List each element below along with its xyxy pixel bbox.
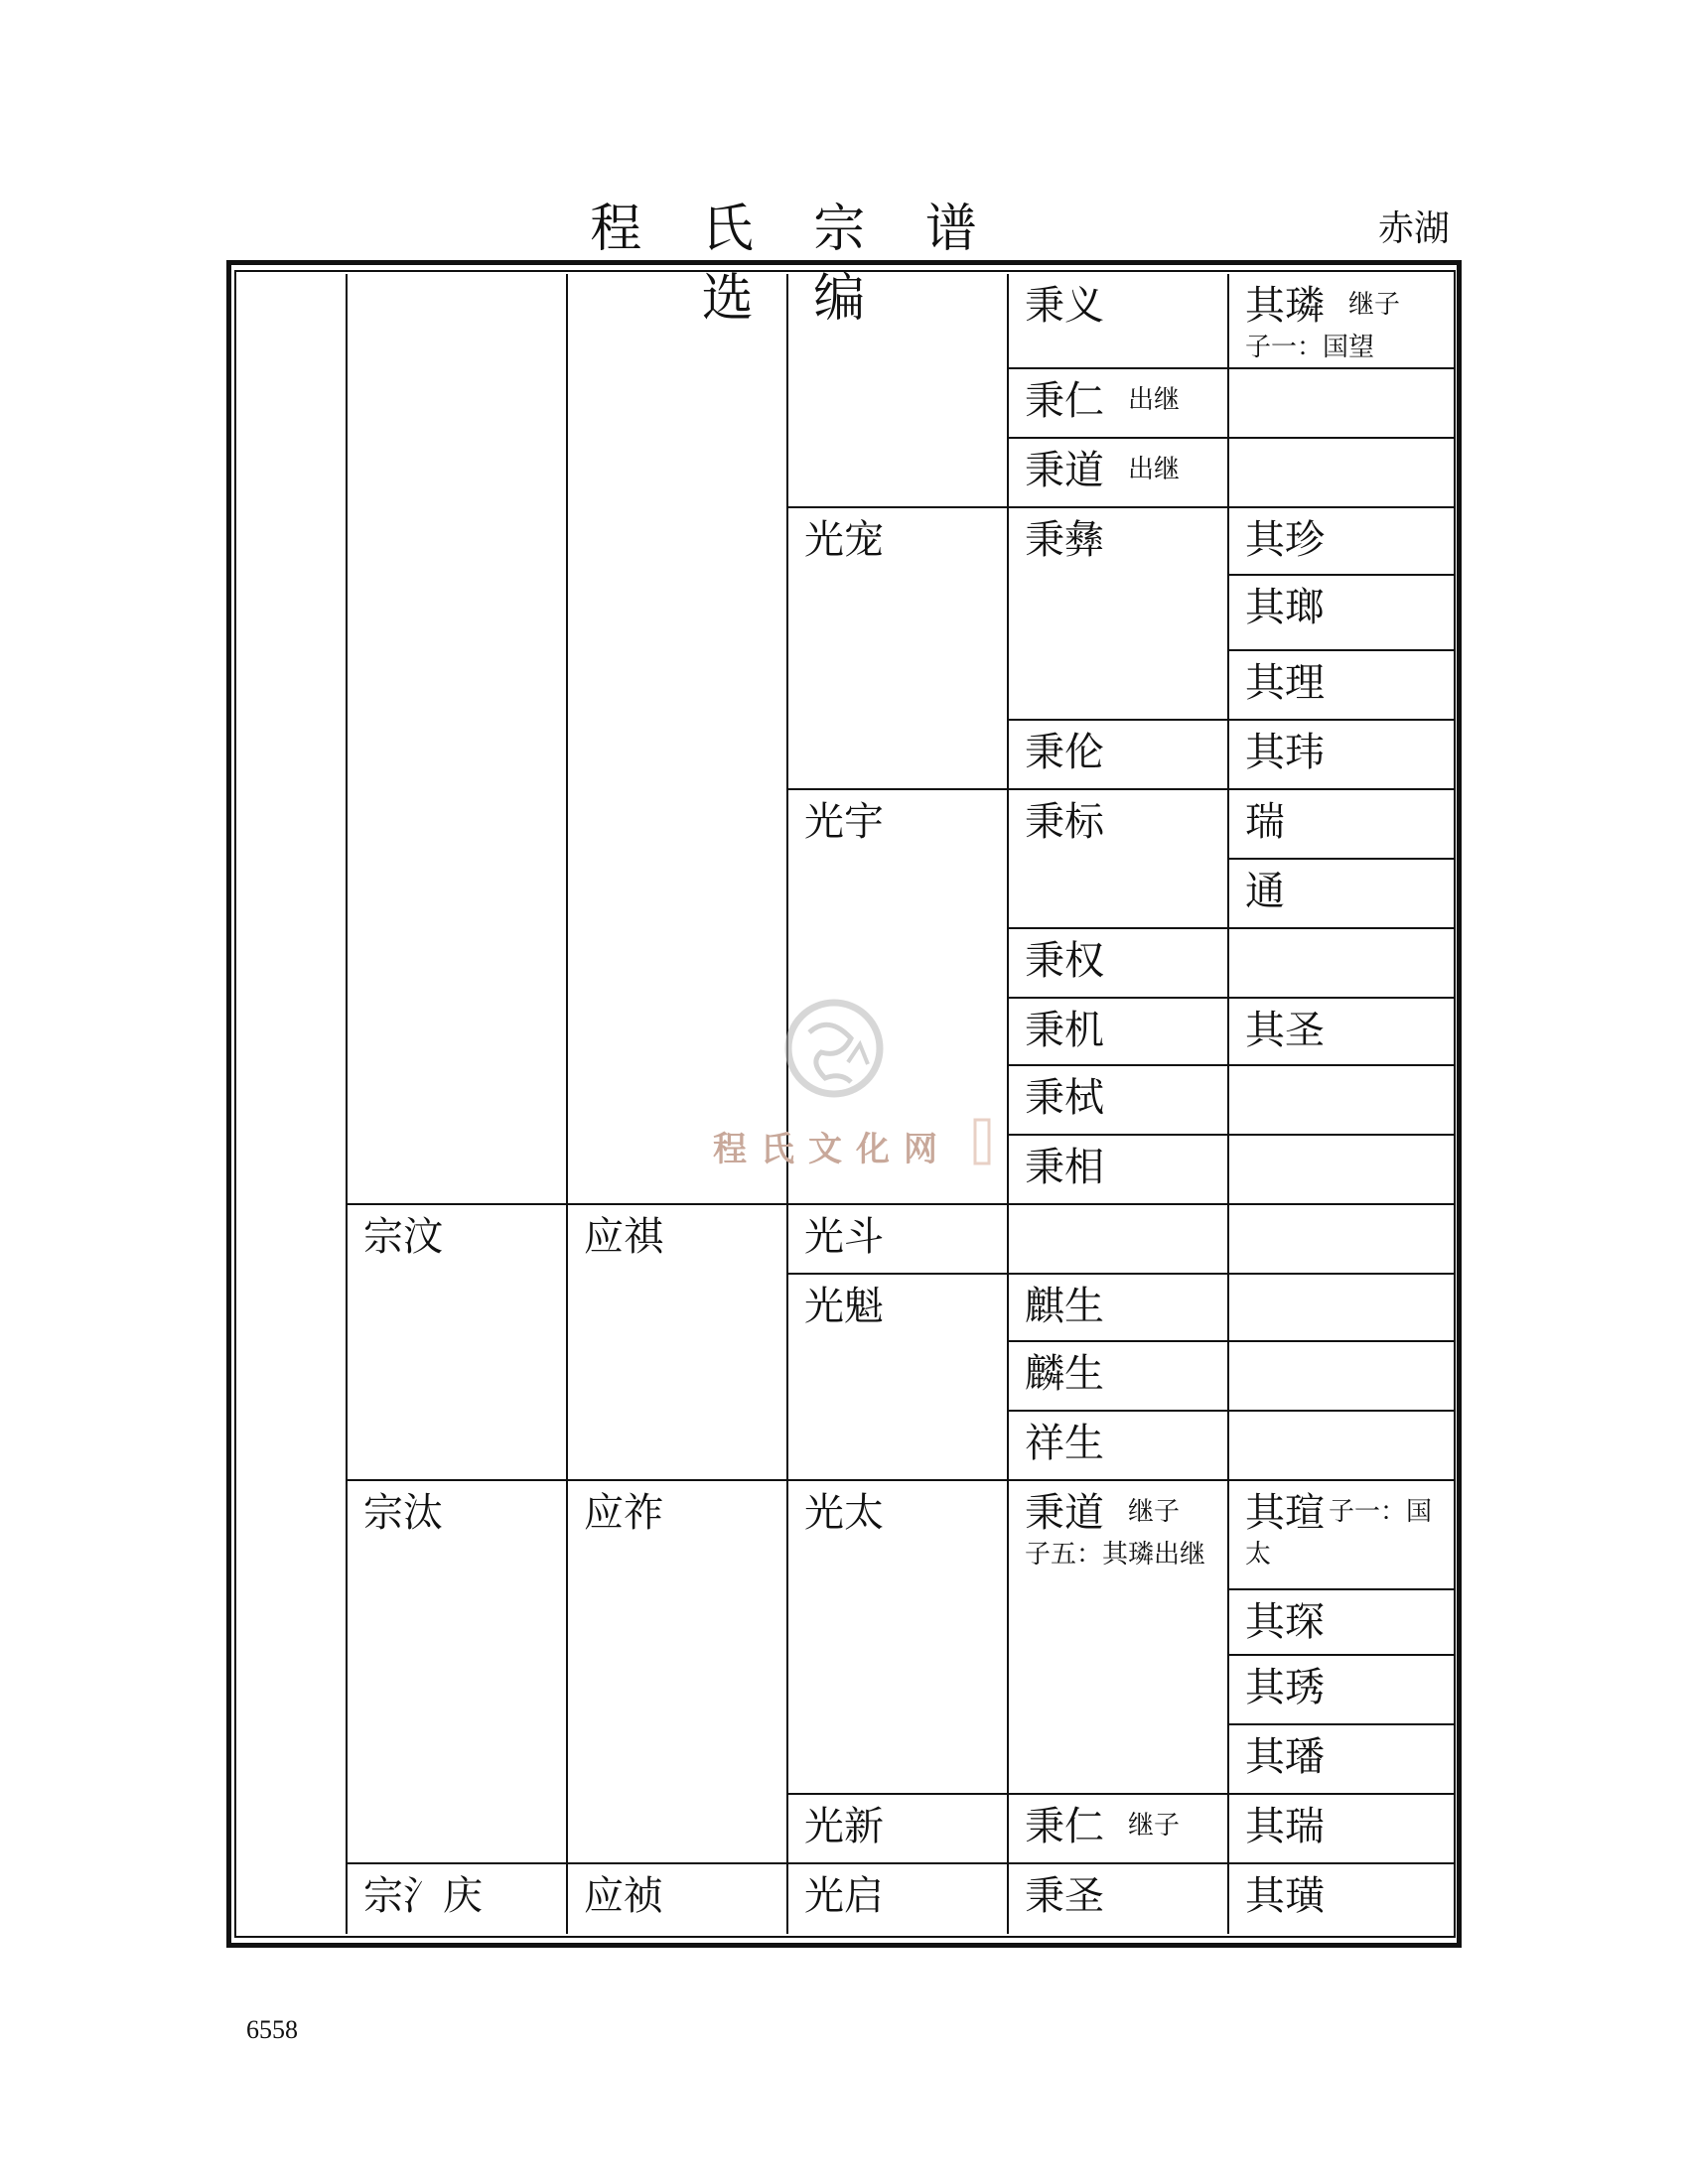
person-name: 秉圣 — [1025, 1873, 1104, 1919]
generation-cell: 宗汶 — [348, 1203, 566, 1479]
person-name: 通 — [1245, 869, 1285, 914]
person-name: 麒生 — [1025, 1284, 1104, 1329]
generation-cell: 光启 — [788, 1862, 1007, 1938]
person-note: 继子 — [1348, 290, 1401, 320]
person-subnote: 太 — [1245, 1540, 1272, 1570]
person-name: 其璜 — [1245, 1873, 1325, 1919]
person-name: 其瑞 — [1245, 1804, 1325, 1849]
person-name: 其瑯 — [1245, 585, 1325, 630]
generation-cell: 宗汰 — [348, 1479, 566, 1862]
watermark-text: 程氏文化网 — [713, 1130, 951, 1169]
generation-cell: 应祚 — [568, 1479, 786, 1862]
generation-cell — [1009, 788, 1227, 927]
page-number: 6558 — [246, 2015, 298, 2044]
page-title: 程 氏 宗 谱 选 编 — [590, 200, 999, 329]
generation-cell — [1229, 1862, 1454, 1938]
generation-cell — [348, 274, 566, 1203]
person-name: 祥生 — [1025, 1421, 1104, 1466]
person-note: 继子 — [1128, 1497, 1181, 1527]
generation-cell — [1229, 1340, 1454, 1410]
generation-cell — [568, 274, 786, 1203]
person-name: 秉权 — [1025, 938, 1104, 984]
person-name: 秉仁 — [1025, 378, 1104, 424]
generation-cell — [1229, 858, 1454, 927]
generation-cell — [1009, 506, 1227, 719]
person-name: 其琛 — [1245, 1599, 1325, 1645]
person-name: 其玮 — [1245, 730, 1325, 775]
person-name: 瑞 — [1245, 799, 1285, 845]
person-name: 麟生 — [1025, 1351, 1104, 1397]
generation-cell — [1229, 1654, 1454, 1723]
generation-cell — [1229, 997, 1454, 1064]
generation-cell — [1009, 1479, 1227, 1793]
person-name: 秉彝 — [1025, 517, 1104, 563]
generation-cell — [1009, 367, 1227, 437]
generation-cell — [1009, 1862, 1227, 1938]
generation-cell — [1009, 1064, 1227, 1134]
generation-cell — [1009, 1203, 1227, 1273]
person-name: 秉栻 — [1025, 1075, 1104, 1121]
generation-cell: 应祯 — [568, 1862, 786, 1938]
person-subnote: 子五：其璘出继 — [1025, 1540, 1206, 1570]
person-note: 继子 — [1128, 1811, 1181, 1841]
generation-cell — [1229, 1410, 1454, 1479]
generation-cell — [1229, 788, 1454, 858]
generation-cell — [1229, 649, 1454, 719]
person-subnote: 子一：国望 — [1245, 333, 1375, 362]
person-name: 其琇 — [1245, 1665, 1325, 1710]
generation-cell: 光斗 — [788, 1203, 1007, 1273]
generation-cell — [1009, 1410, 1227, 1479]
generation-cell — [1229, 719, 1454, 788]
generation-cell — [1229, 1793, 1454, 1862]
generation-cell — [1229, 1479, 1454, 1588]
generation-cell — [1229, 1273, 1454, 1340]
generation-cell: 光宇 — [788, 788, 1007, 1203]
generation-cell — [1009, 927, 1227, 997]
person-name: 秉道 — [1025, 1490, 1104, 1536]
person-name: 其珍 — [1245, 517, 1325, 563]
person-note: 子一：国 — [1329, 1497, 1433, 1527]
generation-cell — [1009, 1273, 1227, 1340]
generation-cell — [1009, 719, 1227, 788]
generation-cell — [1229, 506, 1454, 574]
person-name: 秉标 — [1025, 799, 1104, 845]
generation-cell — [1229, 1723, 1454, 1793]
person-name: 其璠 — [1245, 1734, 1325, 1780]
person-name: 秉道 — [1025, 448, 1104, 493]
generation-cell — [1229, 1064, 1454, 1134]
person-name: 秉机 — [1025, 1008, 1104, 1053]
region-label: 赤湖 — [1377, 208, 1450, 249]
person-name: 其圣 — [1245, 1008, 1325, 1053]
person-name: 秉义 — [1025, 283, 1104, 329]
generation-cell — [1009, 437, 1227, 506]
generation-cell — [1229, 274, 1454, 367]
person-name: 秉仁 — [1025, 1804, 1104, 1849]
generation-cell: 光新 — [788, 1793, 1007, 1862]
generation-cell — [1009, 1340, 1227, 1410]
generation-cell — [788, 274, 1007, 506]
generation-cell: 光魁 — [788, 1273, 1007, 1479]
generation-cell — [1229, 1134, 1454, 1203]
person-note: 出继 — [1128, 455, 1181, 484]
person-name: 秉相 — [1025, 1145, 1104, 1190]
person-name: 秉伦 — [1025, 730, 1104, 775]
generation-cell — [1229, 367, 1454, 437]
generation-cell — [1229, 1203, 1454, 1273]
generation-cell — [1009, 1793, 1227, 1862]
generation-cell — [1229, 927, 1454, 997]
person-name: 其璘 — [1245, 283, 1325, 329]
generation-cell — [1009, 274, 1227, 367]
generation-cell — [1229, 437, 1454, 506]
generation-cell: 光太 — [788, 1479, 1007, 1793]
generation-cell: 宗氵庆 — [348, 1862, 566, 1938]
person-note: 出继 — [1128, 385, 1181, 415]
generation-cell — [1229, 1588, 1454, 1654]
generation-cell: 光宠 — [788, 506, 1007, 788]
person-name: 其瑄 — [1245, 1490, 1325, 1536]
generation-cell: 应祺 — [568, 1203, 786, 1479]
generation-cell — [1229, 574, 1454, 649]
generation-cell — [1009, 1134, 1227, 1203]
generation-cell — [1009, 997, 1227, 1064]
person-name: 其理 — [1245, 660, 1325, 706]
